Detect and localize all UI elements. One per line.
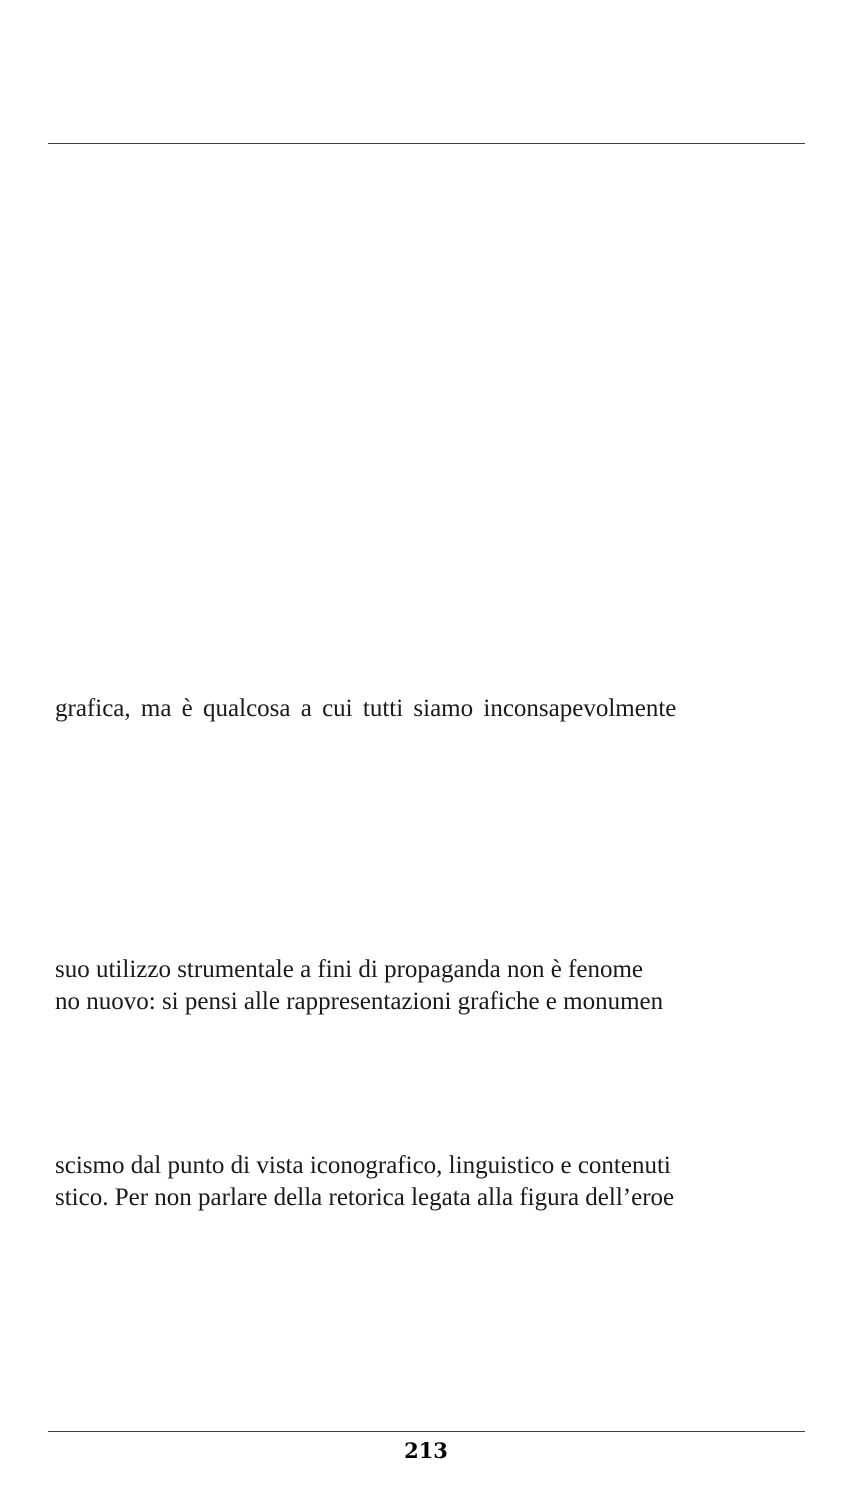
header-rule xyxy=(48,143,805,144)
text-line: suo utilizzo strumentale a fini di propaganda non è fenome xyxy=(55,956,644,983)
text-line: stico. Per non parlare della retorica legata alla figura dell’eroe xyxy=(55,1184,675,1211)
text-line: grafica, ma è qualcosa a cui tutti siamo inconsapevolmente xyxy=(55,695,677,722)
text-line: scismo dal punto di vista iconografico, linguistico e contenuti xyxy=(55,1152,671,1179)
text-line: no nuovo: si pensi alle rappresentazioni grafiche e monumen xyxy=(55,988,664,1015)
page-number: 213 xyxy=(404,1438,448,1463)
footer-rule xyxy=(48,1431,805,1432)
